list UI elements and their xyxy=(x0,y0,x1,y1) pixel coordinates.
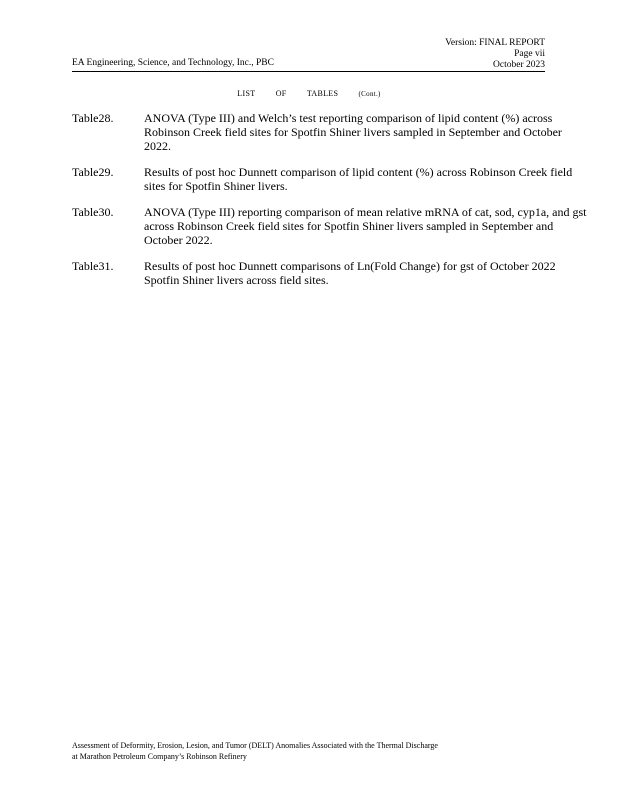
footer-line-2: at Marathon Petroleum Company’s Robinson Refinery xyxy=(72,752,247,761)
title-word-list: LIST xyxy=(237,89,256,98)
table-entry xyxy=(72,259,587,287)
title-word-tables: TABLES xyxy=(306,89,339,98)
page-footer xyxy=(72,740,552,762)
table-number: Table29. xyxy=(72,165,114,179)
report-date: October 2023 xyxy=(493,60,545,70)
table-caption: ANOVA (Type III) reporting comparison of mean relative mRNA of cat, sod, cyp1a, and gst across Robinson Creek field sites for Spotfin Shiner livers sampled in September and October 2022. xyxy=(144,205,587,247)
table-entry xyxy=(72,111,587,153)
table-caption: Results of post hoc Dunnett comparisons of Ln(Fold Change) for gst of October 2022 Spotfin Shiner livers across field sites. xyxy=(144,259,556,287)
table-number: Table30. xyxy=(72,205,114,219)
table-entry xyxy=(72,165,587,193)
title-continued: (Cont.) xyxy=(358,90,381,98)
list-of-tables-title xyxy=(0,89,618,98)
title-word-of: OF xyxy=(275,89,287,98)
table-entry xyxy=(72,205,587,247)
page-header xyxy=(72,38,545,72)
table-number: Table28. xyxy=(72,111,114,125)
report-version: Version: FINAL REPORT xyxy=(445,38,545,48)
table-caption: Results of post hoc Dunnett comparison of lipid content (%) across Robinson Creek field sites for Spotfin Shiner livers. xyxy=(144,165,573,193)
footer-line-1: Assessment of Deformity, Erosion, Lesion, and Tumor (DELT) Anomalies Associated with the Thermal Discharge xyxy=(72,741,438,750)
table-caption: ANOVA (Type III) and Welch’s test reporting comparison of lipid content (%) across Robinson Creek field sites for Spotfin Shiner livers sampled in September and October 2022. xyxy=(144,111,562,153)
page-number: Page vii xyxy=(514,49,545,59)
header-rule xyxy=(72,71,545,72)
table-number: Table31. xyxy=(72,259,114,273)
company-name: EA Engineering, Science, and Technology, Inc., PBC xyxy=(72,58,274,68)
header-meta xyxy=(445,38,545,71)
table-list xyxy=(72,111,587,299)
